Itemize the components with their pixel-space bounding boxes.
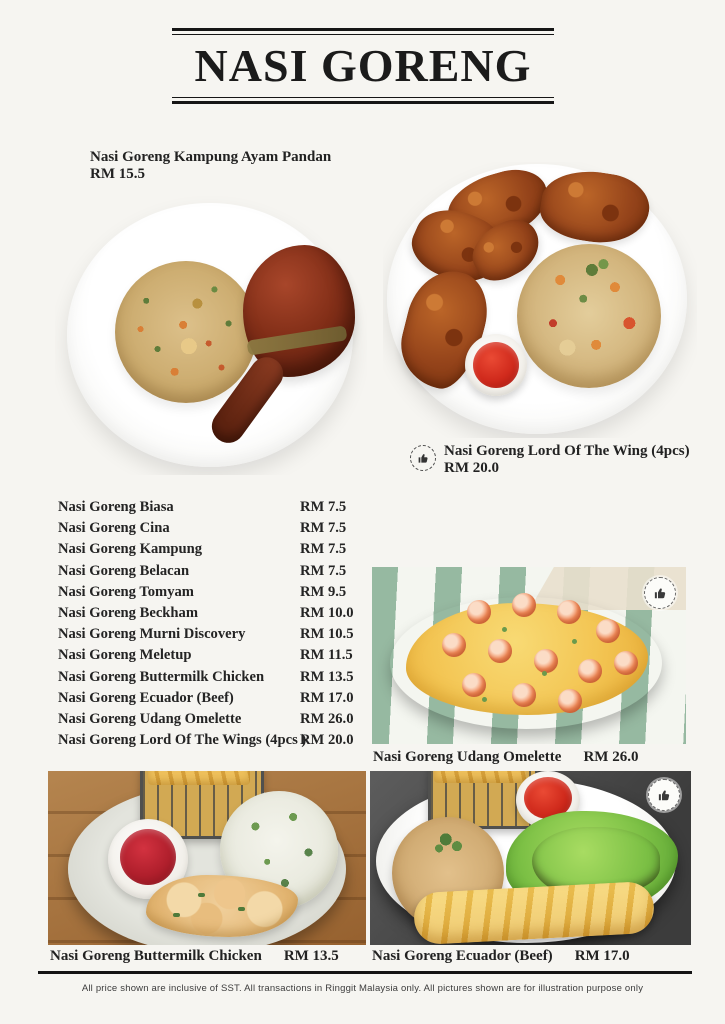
caption-ecuador-beef: [372, 948, 630, 965]
item-price: RM 10.5: [300, 626, 354, 643]
title-rule-top: [172, 28, 554, 35]
menu-header: [172, 28, 554, 104]
photo-udang-omelette: [372, 567, 686, 744]
menu-row: [58, 563, 358, 584]
dish-price: RM 13.5: [283, 948, 339, 964]
photo-buttermilk-chicken: [48, 771, 366, 945]
photo-lord-of-the-wing: [383, 162, 697, 438]
item-name: Nasi Goreng Tomyam: [58, 583, 194, 600]
item-price: RM 11.5: [300, 647, 353, 664]
menu-row: [58, 690, 358, 711]
menu-row: [58, 732, 358, 753]
item-name: Nasi Goreng Buttermilk Chicken: [58, 668, 265, 685]
menu-row: [58, 711, 358, 732]
fried-rice-mound: [115, 261, 257, 403]
thumbs-up-badge-icon: [648, 779, 680, 811]
menu-row: [58, 541, 358, 562]
dish-name: Nasi Goreng Udang Omelette: [373, 749, 562, 765]
dish-price: RM 20.0: [444, 460, 499, 476]
dish-name: Nasi Goreng Lord Of The Wing (4pcs): [444, 443, 690, 459]
item-name: Nasi Goreng Udang Omelette: [58, 710, 242, 727]
footer-divider: [38, 971, 692, 974]
item-price: RM 26.0: [300, 710, 354, 727]
item-price: RM 7.5: [300, 541, 347, 558]
item-price: RM 7.5: [300, 562, 347, 579]
page-title: NASI GORENG: [194, 40, 532, 91]
item-name: Nasi Goreng Beckham: [58, 604, 198, 621]
menu-row: [58, 669, 358, 690]
item-price: RM 13.5: [300, 668, 354, 685]
chili-sauce: [473, 342, 519, 388]
item-name: Nasi Goreng Biasa: [58, 499, 174, 515]
menu-row: [58, 499, 358, 520]
fries: [148, 771, 250, 785]
item-name: Nasi Goreng Meletup: [58, 647, 192, 664]
item-name: Nasi Goreng Ecuador (Beef): [58, 689, 234, 706]
price-list: [58, 499, 358, 753]
item-price: RM 9.5: [300, 583, 347, 600]
item-price: RM 17.0: [300, 689, 354, 706]
item-name: Nasi Goreng Lord Of The Wings (4pcs ): [58, 732, 307, 749]
caption-lord-of-the-wing: [410, 443, 690, 477]
caption-kampung-ayam-pandan: [90, 149, 331, 183]
dish-name: Nasi Goreng Ecuador (Beef): [372, 948, 553, 964]
title-rule-bottom: [172, 97, 554, 104]
item-name: Nasi Goreng Belacan: [58, 562, 190, 579]
thumbs-up-badge-icon: [410, 445, 436, 471]
fried-rice-mound: [517, 244, 661, 388]
red-sauce: [120, 829, 176, 885]
dish-name: Nasi Goreng Kampung Ayam Pandan: [90, 149, 332, 165]
item-name: Nasi Goreng Murni Discovery: [58, 626, 246, 643]
dish-name: Nasi Goreng Buttermilk Chicken: [50, 948, 262, 964]
item-price: RM 7.5: [300, 499, 347, 515]
fries: [434, 771, 526, 783]
menu-row: [58, 647, 358, 668]
menu-row: [58, 626, 358, 647]
footer-disclaimer: All price shown are inclusive of SST. All transactions in Ringgit Malaysia only. All pictures shown are for illustration purpose only: [81, 983, 644, 994]
photo-kampung-ayam-pandan: [55, 193, 367, 475]
caption-buttermilk-chicken: [50, 948, 339, 965]
item-name: Nasi Goreng Cina: [58, 520, 170, 537]
dish-price: RM 26.0: [583, 749, 639, 765]
menu-row: [58, 605, 358, 626]
menu-row: [58, 520, 358, 541]
photo-ecuador-beef: [370, 771, 691, 945]
item-price: RM 7.5: [300, 520, 347, 537]
item-price: RM 10.0: [300, 604, 354, 621]
dish-price: RM 17.0: [574, 948, 630, 964]
caption-udang-omelette: [373, 749, 638, 766]
menu-row: [58, 584, 358, 605]
item-name: Nasi Goreng Kampung: [58, 541, 203, 558]
item-price: RM 20.0: [300, 732, 354, 749]
thumbs-up-badge-icon: [644, 577, 676, 609]
dish-price: RM 15.5: [90, 166, 145, 182]
